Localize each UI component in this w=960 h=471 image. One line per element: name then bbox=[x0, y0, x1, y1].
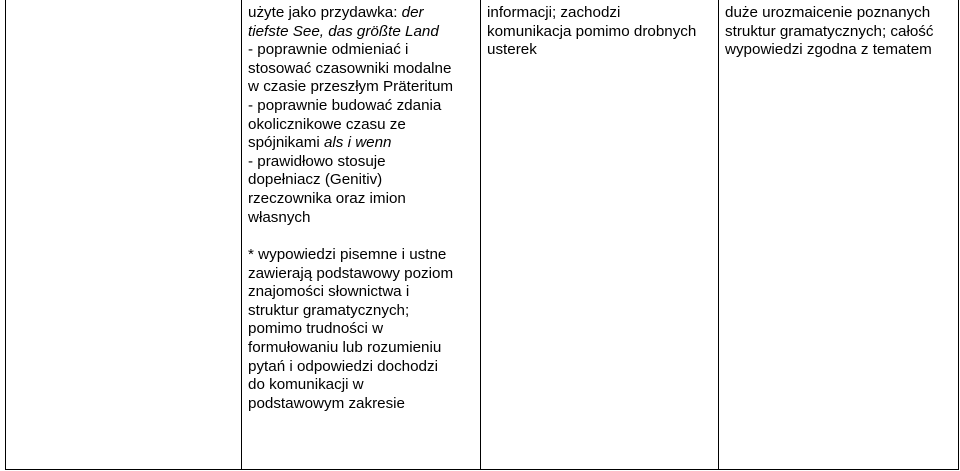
column-divider-3 bbox=[718, 0, 719, 470]
text-line: w czasie przeszłym Präteritum bbox=[248, 78, 454, 96]
text-line: dopełniacz (Genitiv) bbox=[248, 171, 383, 189]
text-line: struktur gramatycznych; bbox=[248, 301, 410, 319]
text-line: wypowiedzi zgodna z tematem bbox=[725, 41, 932, 59]
column-divider-1 bbox=[241, 0, 242, 470]
text-line: użyte jako przydawka: der bbox=[248, 4, 424, 21]
text-line: stosować czasowniki modalne bbox=[248, 59, 452, 77]
text-line: * wypowiedzi pisemne i ustne bbox=[248, 246, 447, 263]
column-divider-2 bbox=[480, 0, 481, 470]
table-border-right bbox=[958, 0, 959, 470]
cell-col2-writing-criteria bbox=[248, 246, 453, 413]
text-line: okolicznikowe czasu ze bbox=[248, 115, 406, 133]
text-line: do komunikacji w bbox=[248, 376, 364, 394]
cell-col2-criteria bbox=[248, 4, 453, 227]
table-border-left bbox=[5, 0, 6, 470]
table-border-bottom bbox=[5, 469, 959, 470]
text-line: usterek bbox=[487, 41, 537, 59]
text-line: znajomości słownictwa i bbox=[248, 283, 410, 301]
text-line: własnych bbox=[248, 208, 311, 226]
text-line: zawierają podstawowy poziom bbox=[248, 264, 454, 282]
text-line: spójnikami als i wenn bbox=[248, 134, 392, 152]
text-line: struktur gramatycznych; całość bbox=[725, 22, 934, 40]
text-line: pomimo trudności w bbox=[248, 320, 384, 338]
text-line: tiefste See, das größte Land bbox=[248, 22, 439, 40]
text-line: duże urozmaicenie poznanych bbox=[725, 4, 931, 21]
text-line: podstawowym zakresie bbox=[248, 394, 405, 412]
text-line: rzeczownika oraz imion bbox=[248, 189, 406, 207]
text-line: - prawidłowo stosuje bbox=[248, 152, 386, 170]
text-line: pytań i odpowiedzi dochodzi bbox=[248, 357, 438, 375]
text-line: informacji; zachodzi bbox=[487, 4, 621, 21]
cell-col4 bbox=[725, 4, 933, 60]
cell-col3 bbox=[487, 4, 696, 60]
text-line: formułowaniu lub rozumieniu bbox=[248, 338, 442, 356]
text-line: komunikacja pomimo drobnych bbox=[487, 22, 697, 40]
text-line: - poprawnie budować zdania bbox=[248, 96, 442, 114]
text-line: - poprawnie odmieniać i bbox=[248, 41, 409, 59]
